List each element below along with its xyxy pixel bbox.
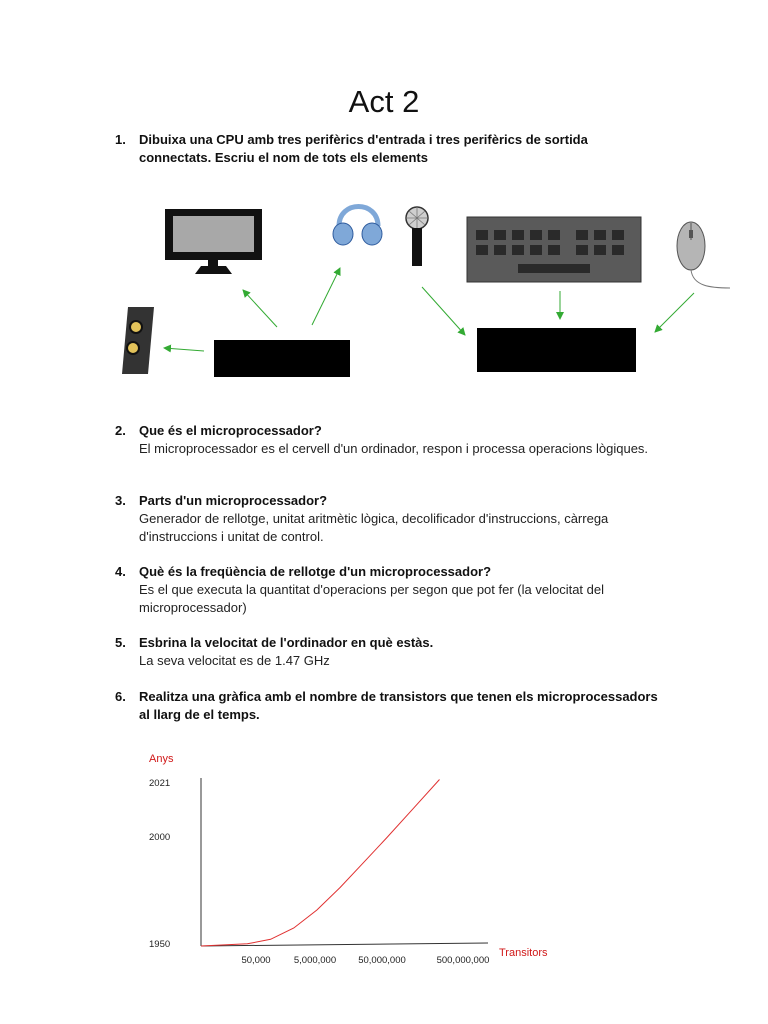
x-tick-label: 50,000 <box>241 955 271 966</box>
y-axis-label: Anys <box>149 753 174 765</box>
arrow-to-speaker <box>164 348 204 351</box>
question-number: 3. <box>115 493 126 508</box>
cpu-peripherals-diagram <box>0 190 768 390</box>
x-tick-label: 5,000,000 <box>293 955 337 966</box>
cpu-output-box <box>214 340 350 377</box>
y-tick-label: 2021 <box>149 778 171 789</box>
headphones-icon <box>333 207 382 246</box>
answer-text: Generador de rellotge, unitat aritmètic lògica, decolificador d'instruccions, càrrega d'instruccions i unitat de control. <box>139 511 609 544</box>
question-text: Què és la freqüència de rellotge d'un microprocessador? <box>139 564 492 579</box>
question-text: Dibuixa una CPU amb tres perifèrics d'entrada i tres perifèrics de sortida connectats. Escriu el nom de tots els elements <box>139 132 588 165</box>
page-title: Act 2 <box>348 84 420 119</box>
question-text: Que és el microprocessador? <box>139 423 322 438</box>
arrow-from-microphone <box>422 287 465 335</box>
arrow-to-monitor <box>243 290 277 327</box>
question-number: 4. <box>115 564 126 579</box>
y-tick-label: 2000 <box>149 832 171 843</box>
question-number: 1. <box>115 132 126 147</box>
speaker-icon <box>122 307 154 374</box>
cpu-input-box <box>477 328 636 372</box>
microphone-icon <box>406 207 428 266</box>
x-tick-label: 500,000,000 <box>436 955 490 966</box>
series-line <box>201 780 440 947</box>
keyboard-icon <box>467 217 641 282</box>
arrow-from-mouse <box>655 293 694 332</box>
question-text: Esbrina la velocitat de l'ordinador en què estàs. <box>139 635 434 650</box>
answer-text: Es el que executa la quantitat d'operacions per segon que pot fer (la velocitat del microprocessador) <box>139 582 605 615</box>
arrow-to-headphones <box>312 268 340 325</box>
x-axis <box>201 943 488 946</box>
x-tick-label: 50,000,000 <box>358 955 406 966</box>
question-text: Parts d'un microprocessador? <box>139 493 328 508</box>
transistor-chart <box>0 740 768 980</box>
answer-text: El microprocessador es el cervell d'un ordinador, respon i processa operacions lògiques. <box>139 441 649 456</box>
mouse-icon <box>677 222 730 288</box>
x-axis-label: Transitors <box>499 947 548 959</box>
question-number: 6. <box>115 689 126 704</box>
question-text: Realitza una gràfica amb el nombre de transistors que tenen els microprocessadors al llarg de el temps. <box>139 689 658 722</box>
question-number: 2. <box>115 423 126 438</box>
monitor-icon <box>165 209 262 274</box>
answer-text: La seva velocitat es de 1.47 GHz <box>139 653 330 668</box>
question-number: 5. <box>115 635 126 650</box>
y-tick-label: 1950 <box>149 939 171 950</box>
